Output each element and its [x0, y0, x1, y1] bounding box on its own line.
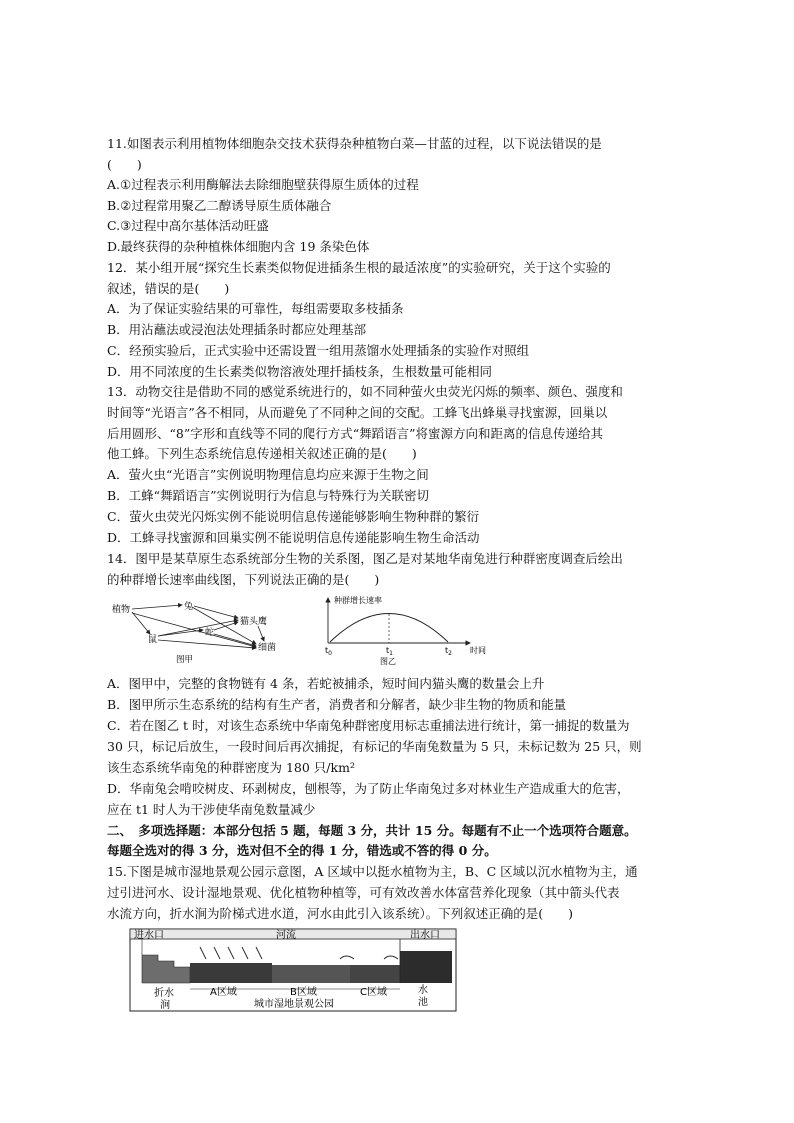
q14-option-d-2: 应在 t1 时人为干涉使华南兔数量减少 [107, 802, 316, 817]
q11-option-a: A.①过程表示利用酶解法去除细胞壁获得原生质体的过程 [107, 177, 419, 192]
node-rabbit: 兔 [184, 602, 194, 612]
q13-option-c: C．萤火虫荧光闪烁实例不能说明信息传递能够影响生物种群的繁衍 [107, 509, 480, 524]
zhe-label: 折水 [154, 988, 174, 999]
q14-stem-1: 14．图甲是某草原生态系统部分生物的关系图，图乙是对某地华南兔进行种群密度调查后绘出 [107, 551, 623, 566]
chi-label: 池 [418, 997, 428, 1008]
q13-stem-2: 时间等“光语言”各不相同，从而避免了不同种之间的交配。工蜂飞出蜂巢寻找蜜源，回巢以 [107, 405, 608, 420]
wetland-park-figure [128, 925, 458, 1015]
q13-option-a: A．萤火虫“光语言”实例说明物理信息均应来源于生物之间 [107, 467, 429, 482]
q13-option-b: B．工蜂“舞蹈语言”实例说明行为信息与特殊行为关联密切 [107, 488, 429, 503]
wetland-caption: 城市湿地景观公园 [254, 999, 334, 1010]
food-web-figure [110, 600, 305, 666]
node-bacteria: 细菌 [258, 643, 277, 653]
node-snake: 蛇 [205, 628, 215, 638]
q11-option-c: C.③过程中高尔基体活动旺盛 [107, 218, 269, 233]
node-owl: 猫头鹰 [240, 617, 268, 627]
growth-rate-figure [318, 595, 498, 670]
q11-stem: 11.如图表示利用植物体细胞杂交技术获得杂种植物白菜—甘蓝的过程，以下说法错误的是 [107, 136, 602, 151]
q11-option-b: B.②过程常用聚乙二醇诱导原生质体融合 [107, 198, 332, 213]
x-axis-label: 时间 [470, 646, 486, 655]
tick-t1: $t_1$ [386, 646, 393, 657]
tick-t0: $t_0$ [325, 646, 332, 657]
river-label: 河流 [276, 930, 296, 941]
zone-c-label: C区域 [360, 987, 387, 998]
q11-paren: ( ) [107, 157, 142, 172]
tick-t2: $t_2$ [445, 646, 452, 657]
q12-stem-2: 叙述，错误的是( ) [107, 281, 230, 296]
q12-option-b: B．用沾蘸法或浸泡法处理插条时都应处理基部 [107, 322, 367, 337]
q12-option-d: D．用不同浓度的生长素类似物溶液处理扦插枝条，生根数量可能相同 [107, 364, 493, 379]
node-plant: 植物 [112, 605, 131, 615]
q12-stem-1: 12．某小组开展“探究生长素类似物促进插条生根的最适浓度”的实验研究，关于这个实验的 [107, 260, 611, 275]
y-axis-label: 种群增长速率 [334, 596, 382, 605]
figure-jia-caption: 图甲 [176, 655, 194, 665]
q12-option-a: A．为了保证实验结果的可靠性，每组需要取多枝插条 [107, 301, 404, 316]
q13-stem-3: 后用圆形、“8”字形和直线等不同的爬行方式“舞蹈语言”将蜜源方向和距离的信息传递给其 [107, 426, 604, 441]
q11-option-d: D.最终获得的杂种植株体细胞内含 19 条染色体 [107, 239, 370, 254]
q15-stem-2: 过引进河水、设计湿地景观、优化植物种植等，可有效改善水体富营养化现象（其中箭头代表 [107, 885, 620, 900]
q14-option-c-2: 30 只，标记后放生，一段时间后再次捕捉，有标记的华南兔数量为 5 只，未标记数为 25 只，则 [107, 739, 642, 754]
water-pool [400, 951, 452, 983]
q14-option-c-3: 该生态系统华南兔的种群密度为 180 只/km² [107, 760, 355, 775]
zone-b-label: B区域 [290, 987, 317, 998]
q14-option-b: B．图甲所示生态系统的结构有生产者，消费者和分解者，缺少非生物的物质和能量 [107, 697, 567, 712]
q13-option-d: D．工蜂寻找蜜源和回巢实例不能说明信息传递能影响生物生命活动 [107, 530, 480, 545]
node-mouse: 鼠 [148, 635, 158, 645]
q14-option-c-1: C．若在图乙 t 时，对该生态系统中华南兔种群密度用标志重捕法进行统计，第一捕捉的数量为 [107, 718, 630, 733]
q15-stem-3: 水流方向，折水涧为阶梯式进水道，河水由此引入该系统）。下列叙述正确的是( ) [107, 906, 574, 921]
zone-b-basin [272, 965, 350, 983]
zone-a-basin [190, 963, 272, 983]
section-2-instructions: 每题全选对的得 3 分，选对但不全的得 1 分，错选或不答的得 0 分。 [107, 843, 497, 858]
q13-stem-4: 他工蜂。下列生态系统信息传递相关叙述正确的是( ) [107, 446, 417, 461]
q14-stem-2: 的种群增长速率曲线图，下列说法正确的是( ) [107, 572, 380, 587]
q14-option-d-1: D．华南兔会啃咬树皮、环剥树皮，刨根等，为了防止华南兔过多对林业生产造成重大的危害， [107, 781, 630, 796]
q14-option-a: A．图甲中，完整的食物链有 4 条，若蛇被捕杀，短时间内猫头鹰的数量会上升 [107, 676, 545, 691]
cascade-steps [142, 939, 190, 983]
flow-arrows [200, 947, 398, 959]
q15-stem-1: 15.下图是城市湿地景观公园示意图，A 区域中以挺水植物为主，B、C 区域以沉水植物为主，通 [107, 864, 638, 879]
inlet-label: 进水口 [134, 930, 164, 941]
shui-label: 水 [418, 985, 428, 996]
q13-stem-1: 13．动物交往是借助不同的感觉系统进行的，如不同种萤火虫荧光闪烁的频率、颜色、强度和 [107, 384, 623, 399]
zone-a-label: A区域 [210, 987, 237, 998]
figure-yi-caption: 图乙 [380, 657, 396, 666]
jian-label: 涧 [160, 1000, 170, 1011]
section-2-heading: 二、 多项选择题：本部分包括 5 题，每题 3 分，共计 15 分。每题有不止一个选项符合题意。 [107, 823, 637, 838]
zone-c-basin [350, 965, 400, 983]
outlet-label: 出水口 [410, 930, 440, 941]
q12-option-c: C．经预实验后，正式实验中还需设置一组用蒸馏水处理插条的实验作对照组 [107, 343, 530, 358]
